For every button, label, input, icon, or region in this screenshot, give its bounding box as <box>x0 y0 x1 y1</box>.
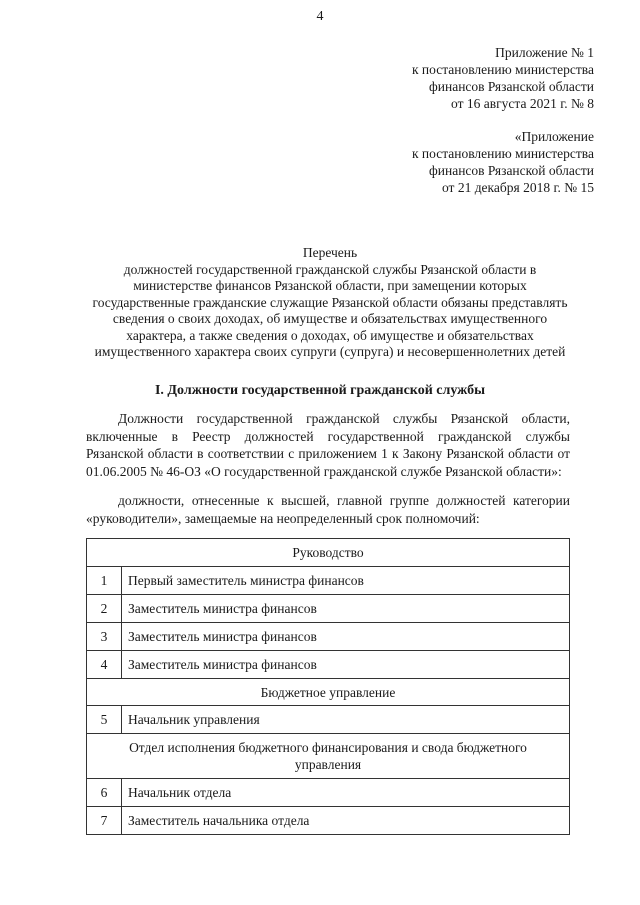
appendix-line: финансов Рязанской области <box>429 79 594 94</box>
paragraph-line: Должности государственной гражданской службы Рязанской области, <box>118 411 570 426</box>
position-title: Заместитель министра финансов <box>122 595 570 623</box>
table-row <box>87 567 570 595</box>
group-heading-multiline <box>87 734 570 779</box>
table-row <box>87 706 570 734</box>
position-title: Заместитель министра финансов <box>122 623 570 651</box>
row-number: 1 <box>87 567 122 595</box>
paragraph-line: «руководители», замещаемые на неопределенный срок полномочий: <box>86 510 480 526</box>
title-line: министерстве финансов Рязанской области, при замещении которых <box>133 278 527 293</box>
row-number: 5 <box>87 706 122 734</box>
row-number: 3 <box>87 623 122 651</box>
row-number: 6 <box>87 779 122 807</box>
table-row <box>87 623 570 651</box>
group-heading-line: управления <box>294 757 362 772</box>
row-number: 7 <box>87 807 122 835</box>
positions-table <box>86 538 570 835</box>
title-line: имущественного характера своих супруги (супруга) и несовершеннолетних детей <box>94 344 566 359</box>
table-row <box>87 807 570 835</box>
document-title <box>80 245 580 361</box>
table-group-row <box>87 679 570 706</box>
title-line: государственные гражданские служащие Рязанской области обязаны представлять <box>92 294 568 310</box>
table-group-row <box>87 539 570 567</box>
paragraph-category <box>86 492 570 527</box>
paragraph-line: должности, отнесенные к высшей, главной группе должностей категории <box>118 493 570 508</box>
group-heading-line: Отдел исполнения бюджетного финансирования и свода бюджетного <box>129 740 527 755</box>
appendix-original-block <box>412 128 594 196</box>
section-heading: I. Должности государственной гражданской службы <box>154 383 486 398</box>
group-heading: Бюджетное управление <box>87 679 570 706</box>
title-line: должностей государственной гражданской службы Рязанской области в <box>123 261 537 277</box>
appendix-line: от 21 декабря 2018 г. № 15 <box>441 180 594 195</box>
appendix-current-block <box>412 44 594 112</box>
paragraph-line: Рязанской области в соответствии с приложением 1 к Закону Рязанской области от <box>86 446 570 461</box>
paragraph-line: включенные в Реестр должностей государственной гражданской службы <box>86 428 570 444</box>
appendix-line: финансов Рязанской области <box>429 163 594 178</box>
title-line: Перечень <box>302 245 358 260</box>
position-title: Заместитель начальника отдела <box>122 807 570 835</box>
appendix-line: от 16 августа 2021 г. № 8 <box>451 96 594 111</box>
table-row <box>87 651 570 679</box>
table-row <box>87 779 570 807</box>
paragraph-registry <box>86 410 570 480</box>
row-number: 2 <box>87 595 122 623</box>
paragraph-line: 01.06.2005 № 46-ОЗ «О государственной гражданской службе Рязанской области»: <box>86 463 562 479</box>
table-row <box>87 595 570 623</box>
table-group-row <box>87 734 570 779</box>
page-number: 4 <box>316 9 324 24</box>
appendix-line: к постановлению министерства <box>411 146 594 161</box>
appendix-line: Приложение № 1 <box>495 45 594 60</box>
position-title: Первый заместитель министра финансов <box>122 567 570 595</box>
position-title: Заместитель министра финансов <box>122 651 570 679</box>
title-line: характера, а также сведения о доходах, об имуществе и обязательствах <box>126 327 534 343</box>
group-heading: Руководство <box>87 539 570 567</box>
row-number: 4 <box>87 651 122 679</box>
title-line: сведения о своих доходах, об имуществе и обязательствах имущественного <box>112 311 548 326</box>
position-title: Начальник отдела <box>122 779 570 807</box>
position-title: Начальник управления <box>122 706 570 734</box>
appendix-line: к постановлению министерства <box>411 62 594 77</box>
appendix-line: «Приложение <box>514 129 594 144</box>
